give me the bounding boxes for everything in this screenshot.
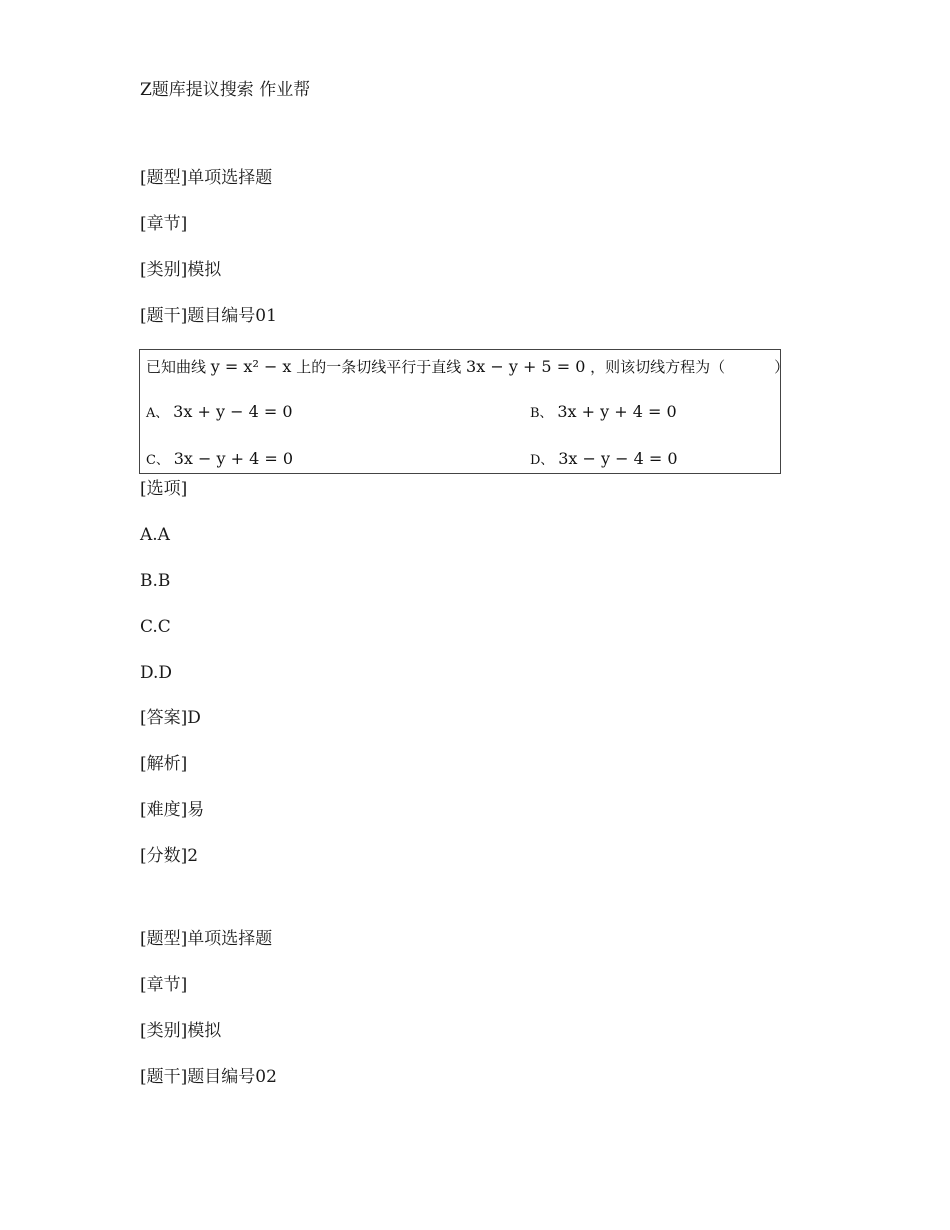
stem-close: ） <box>774 358 790 376</box>
box-option-a-label: A、 <box>146 406 169 421</box>
q2-chapter: [章节] <box>140 975 188 995</box>
stem-suffix: ，则该切线方程为（ <box>590 358 726 376</box>
box-option-c-label: C、 <box>146 453 169 468</box>
box-option-c-expr: 3x − y + 4 = 0 <box>173 449 294 468</box>
q2-category: [类别]模拟 <box>140 1021 222 1041</box>
stem-prefix: 已知曲线 <box>146 358 207 376</box>
box-option-c <box>146 449 293 468</box>
box-option-d-expr: 3x − y − 4 = 0 <box>558 449 678 468</box>
q1-options-label: [选项] <box>140 479 188 499</box>
q1-answer: [答案]D <box>140 708 201 728</box>
q2-type: [题型]单项选择题 <box>140 929 273 949</box>
box-option-d <box>530 449 678 468</box>
question-stem <box>146 356 789 377</box>
q2-stem-label: [题干]题目编号02 <box>140 1067 277 1087</box>
q1-category: [类别]模拟 <box>140 260 222 280</box>
q1-chapter: [章节] <box>140 214 188 234</box>
question-image-box <box>139 349 790 474</box>
q1-score: [分数]2 <box>140 846 199 866</box>
q1-option-b: B.B <box>140 571 171 591</box>
q1-stem-label: [题干]题目编号01 <box>140 306 277 326</box>
stem-curve: y = x² − x <box>210 357 292 376</box>
q1-difficulty: [难度]易 <box>140 800 205 820</box>
q1-type: [题型]单项选择题 <box>140 168 273 188</box>
stem-line: 3x − y + 5 = 0 <box>466 357 586 376</box>
q1-analysis: [解析] <box>140 754 188 774</box>
box-option-b-label: B、 <box>530 406 553 421</box>
box-option-a-expr: 3x + y − 4 = 0 <box>173 402 293 421</box>
q1-option-a: A.A <box>140 525 170 545</box>
box-option-a <box>146 402 293 421</box>
q1-option-c: C.C <box>140 617 171 637</box>
header-title: Z题库提议搜索 作业帮 <box>140 80 311 100</box>
box-option-b-expr: 3x + y + 4 = 0 <box>557 402 677 421</box>
box-option-d-label: D、 <box>530 453 554 468</box>
box-option-b <box>530 402 677 421</box>
stem-middle: 上的一条切线平行于直线 <box>296 358 462 376</box>
q1-option-d: D.D <box>140 663 173 683</box>
